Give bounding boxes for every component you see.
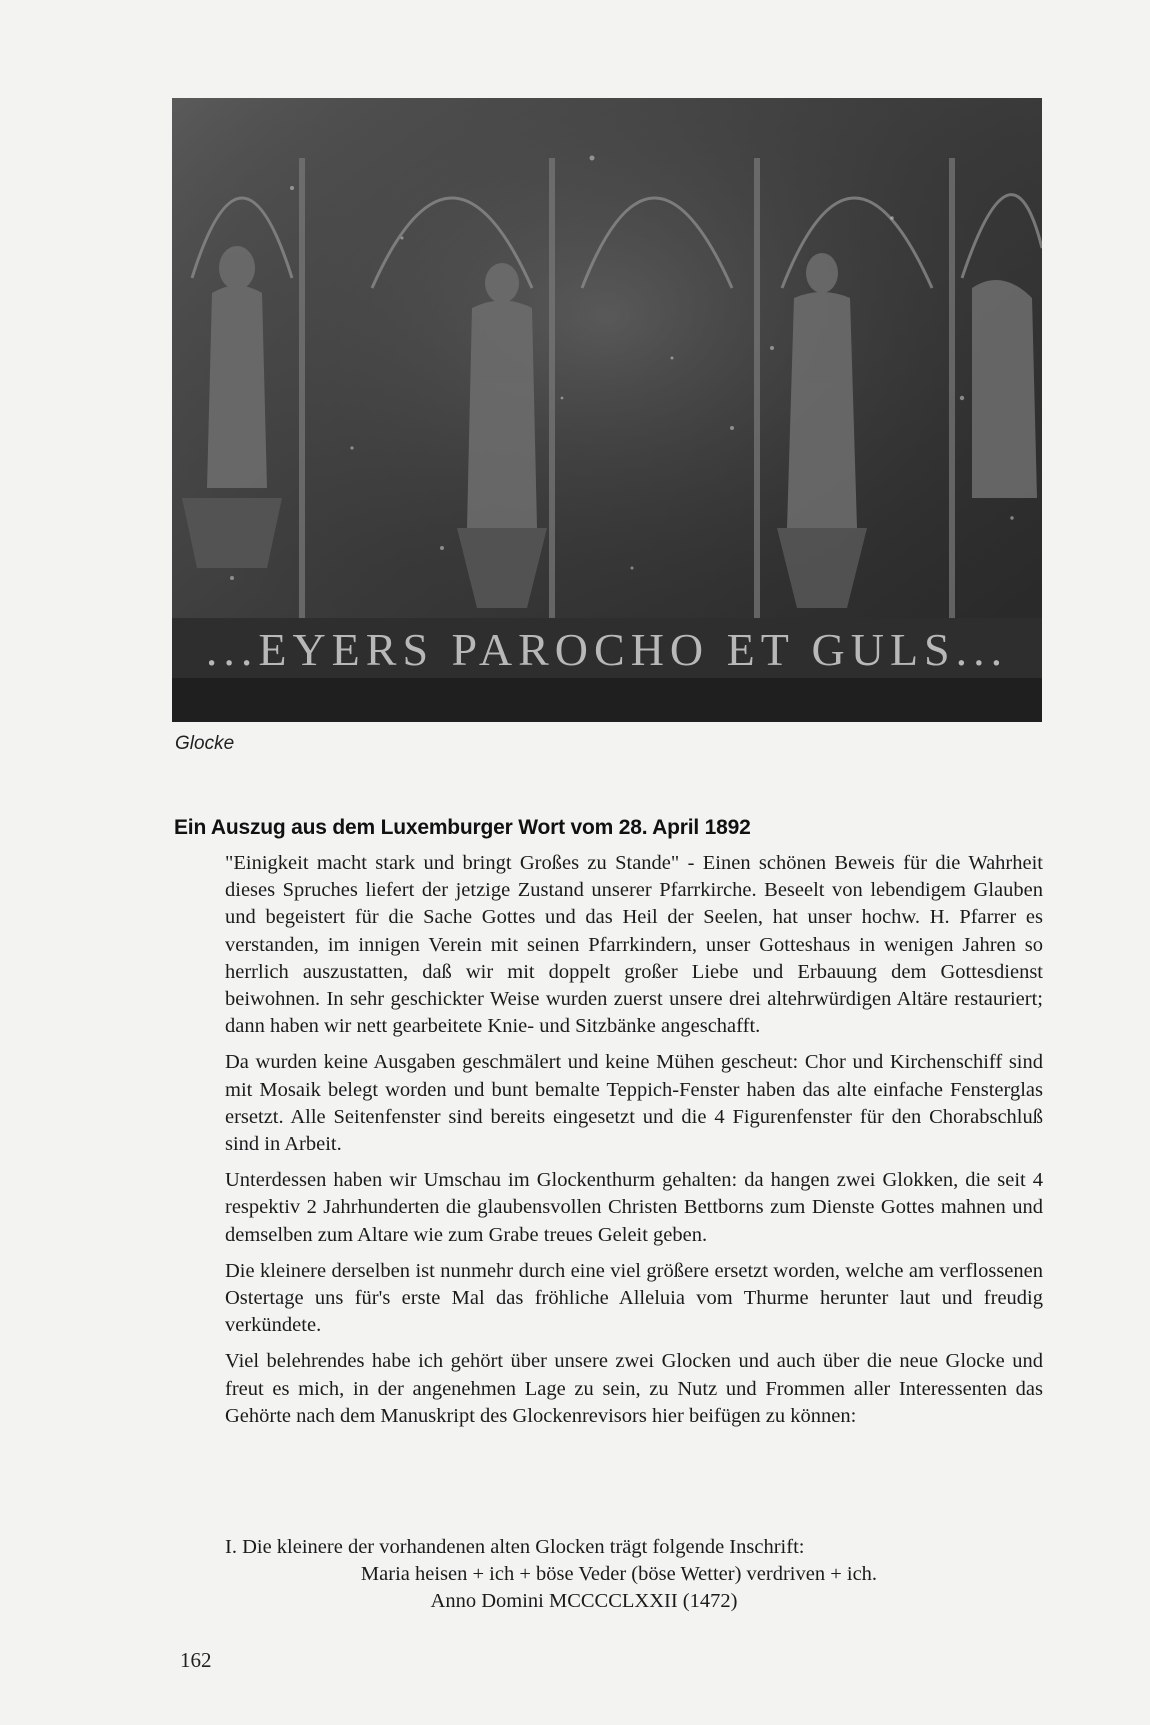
bell-inscription-text: ...EYERS PAROCHO ET GULS...	[205, 624, 1009, 675]
paragraph: Viel belehrendes habe ich gehört über unsere zwei Glocken und auch über die neue Glocke und freut es mich, in der angenehmen Lage zu sein, zu Nutz und Frommen aller Interessenten das Gehörte nach dem Manuskript des Glockenrevisors hier beifügen zu können:	[225, 1350, 1043, 1427]
paragraph: "Einigkeit macht stark und bringt Großes zu Stande" - Einen schönen Beweis für die Wahrheit dieses Spruches liefert der jetzige Zustand unserer Pfarrkirche. Beseelt von lebendigem Glauben und begeistert für die Sache Gottes und das Heil der Seelen, hat unser hochw. H. Pfarrer es verstanden, im innigen Verein mit seinen Pfarrkindern, unser Gotteshaus in wenigen Jahren so herrlich auszustatten, daß wir mit doppelt großer Liebe und Erbauung dem Gottesdienst beiwohnen. In sehr geschickter Weise wurden zuerst unsere drei altehrwürdigen Altäre restauriert; dann haben wir nett gearbeitete Knie- und Sitzbänke angeschafft.	[225, 852, 1043, 1038]
photo-caption: Glocke	[175, 733, 235, 754]
article-body	[225, 850, 1043, 1439]
paragraph: Da wurden keine Ausgaben geschmälert und keine Mühen gescheut: Chor und Kirchenschiff sind mit Mosaik belegt worden und bunt bemalte Teppich-Fenster haben das alte einfache Fensterglas ersetzt. Alle Seitenfenster sind bereits eingesetzt und die 4 Figurenfenster für den Chorabschluß sind in Arbeit.	[225, 1051, 1043, 1156]
paragraph: Unterdessen haben wir Umschau im Glockenthurm gehalten: da hangen zwei Glokken, die seit 4 respektiv 2 Jahrhunderten die glaubensvollen Christen Bettborns zum Dienste Gottes mahnen und demselben zum Altare wie zum Grabe treues Geleit geben.	[225, 1169, 1043, 1246]
bell-relief-image	[172, 98, 1042, 722]
inscription-date-line: Anno Domini MCCCCLXXII (1472)	[430, 1590, 738, 1612]
bell-inscription-quote	[225, 1561, 1043, 1615]
bell-photograph	[172, 98, 1042, 722]
page-number: 162	[180, 1648, 212, 1672]
article-heading: Ein Auszug aus dem Luxemburger Wort vom 28. April 1892	[174, 816, 751, 839]
inscription-line: Maria heisen + ich + böse Veder (böse Wetter) verdriven + ich.	[360, 1563, 878, 1585]
inscription-list-item: I. Die kleinere der vorhandenen alten Glocken trägt folgende Inschrift:	[225, 1536, 805, 1558]
paragraph: Die kleinere derselben ist nunmehr durch eine viel größere ersetzt worden, welche am verflossenen Ostertage uns für's erste Mal das fröhliche Alleluia vom Thurme herunter laut und freudig verkündete.	[225, 1259, 1043, 1337]
